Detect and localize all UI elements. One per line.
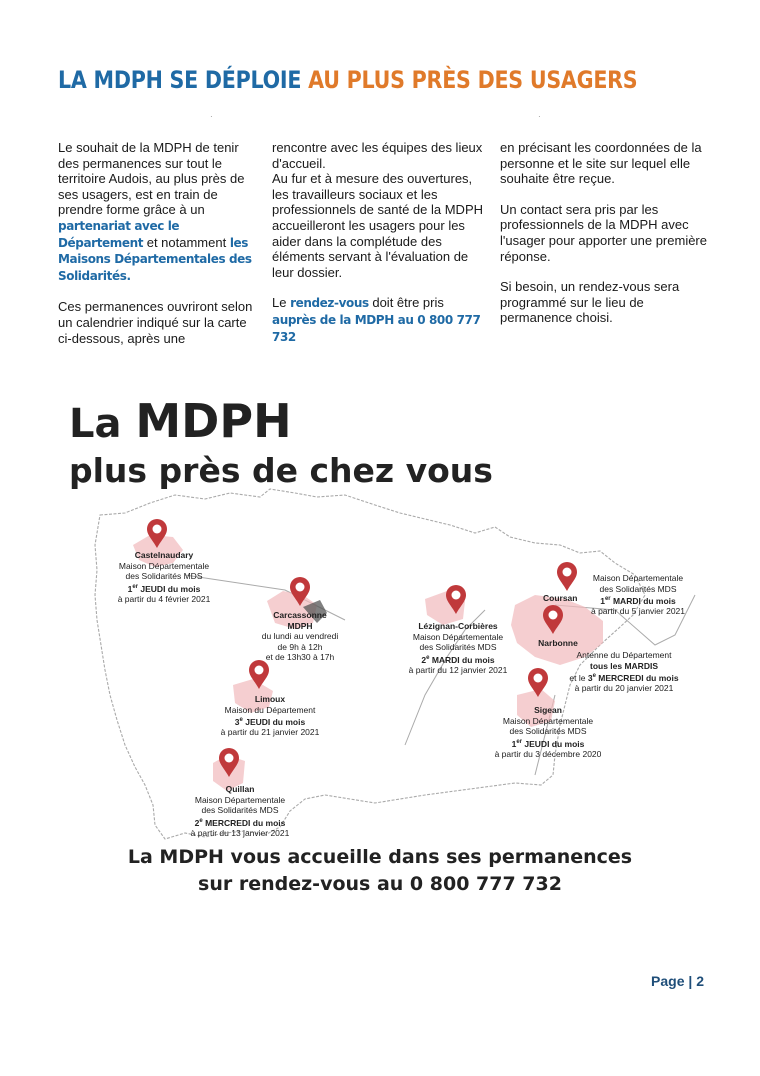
location-castelnaudary: Castelnaudary Maison Départementale des Solidarités MDS 1er JEUDI du mois à partir du 4 février 2021 [117, 550, 211, 604]
location-pin-icon [146, 519, 168, 549]
col1-paragraph-2: Ces permanences ouvriront selon un calendrier indiqué sur la carte ci-dessous, après une [58, 299, 253, 346]
text-column-3 [500, 140, 715, 341]
col2-paragraph-2: Au fur et à mesure des ouvertures, les travailleurs sociaux et les professionnels de santé de la MDPH accueilleront les usagers pour les aider dans la complétude des éléments servant à l'évaluation de leur dossier. [272, 171, 484, 280]
location-pin-icon [445, 585, 467, 615]
location-narbonne-name: Narbonne [538, 638, 578, 648]
separator-dot: · [538, 112, 541, 121]
location-coursan-name: Coursan [543, 593, 578, 603]
col2-paragraph-3: Le rendez-vous doit être pris auprès de la MDPH au 0 800 777 732 [272, 295, 481, 344]
page-title [58, 66, 637, 94]
col1-paragraph-1: Le souhait de la MDPH de tenir des permanences sur tout le territoire Audois, au plus près de ses usagers, est en train de prendre forme grâce à un partenariat avec le Département et notamment les Maisons Départementales des Solidarités. [58, 140, 252, 283]
separator-dot: · [210, 112, 213, 121]
highlight-maisons: les Maisons Départementales des Solidarités. [58, 235, 252, 283]
col2-paragraph-1: rencontre avec les équipes des lieux d'accueil. [272, 140, 483, 171]
location-quillan: Quillan Maison Départementale des Solidarités MDS 2e MERCREDI du mois à partir du 13 janvier 2021 [190, 784, 290, 838]
map-title-line1: La MDPH [69, 394, 292, 448]
location-pin-icon [542, 605, 564, 635]
map-title-line2: plus près de chez vous [69, 451, 493, 490]
text-column-1 [58, 140, 263, 361]
location-lezignan: Lézignan-Corbières Maison Départementale des Solidarités MDS 2e MARDI du mois à partir du 12 janvier 2021 [408, 621, 508, 675]
location-pin-icon [556, 562, 578, 592]
location-pin-icon [289, 577, 311, 607]
text-column-2 [272, 140, 490, 360]
highlight-partenariat: partenariat avec le Département [58, 218, 180, 250]
col3-paragraph-1: en précisant les coordonnées de la personne et le site sur lequel elle souhaite être reçue. [500, 140, 702, 187]
col3-paragraph-3: Si besoin, un rendez-vous sera programmé sur le lieu de permanence choisi. [500, 279, 680, 326]
location-pin-icon [248, 660, 270, 690]
highlight-rendez-vous: rendez-vous [290, 296, 369, 311]
location-limoux: Limoux Maison du Département 3e JEUDI du mois à partir du 21 janvier 2021 [220, 694, 320, 738]
title-part-blue: LA MDPH SE DÉPLOIE [58, 66, 309, 94]
map-footer-line1: La MDPH vous accueille dans ses permanences [127, 846, 633, 868]
location-pin-icon [527, 668, 549, 698]
page-number: Page | 2 [651, 973, 704, 989]
highlight-phone: auprès de la MDPH au 0 800 777 732 [272, 312, 481, 344]
col3-paragraph-2: Un contact sera pris par les professionnels de la MDPH avec l'usager pour apporter une première réponse. [500, 201, 707, 264]
map-footer-line2: sur rendez-vous au 0 800 777 732 [198, 873, 562, 895]
location-narbonne: Antenne du Département tous les MARDIS et le 3e MERCREDI du mois à partir du 20 janvier 2021 [569, 650, 679, 694]
title-part-orange: AU PLUS PRÈS DES USAGERS [308, 66, 638, 94]
location-coursan: Maison Départementale des Solidarités MDS 1er MARDI du mois à partir du 5 janvier 2021 [590, 573, 686, 617]
location-carcassonne: Carcassonne MDPH du lundi au vendredi de 9h à 12h et de 13h30 à 17h [261, 610, 339, 662]
location-pin-icon [218, 748, 240, 778]
location-sigean: Sigean Maison Départementale des Solidarités MDS 1er JEUDI du mois à partir du 3 décembre 2020 [494, 705, 602, 759]
map-illustration [55, 395, 705, 905]
